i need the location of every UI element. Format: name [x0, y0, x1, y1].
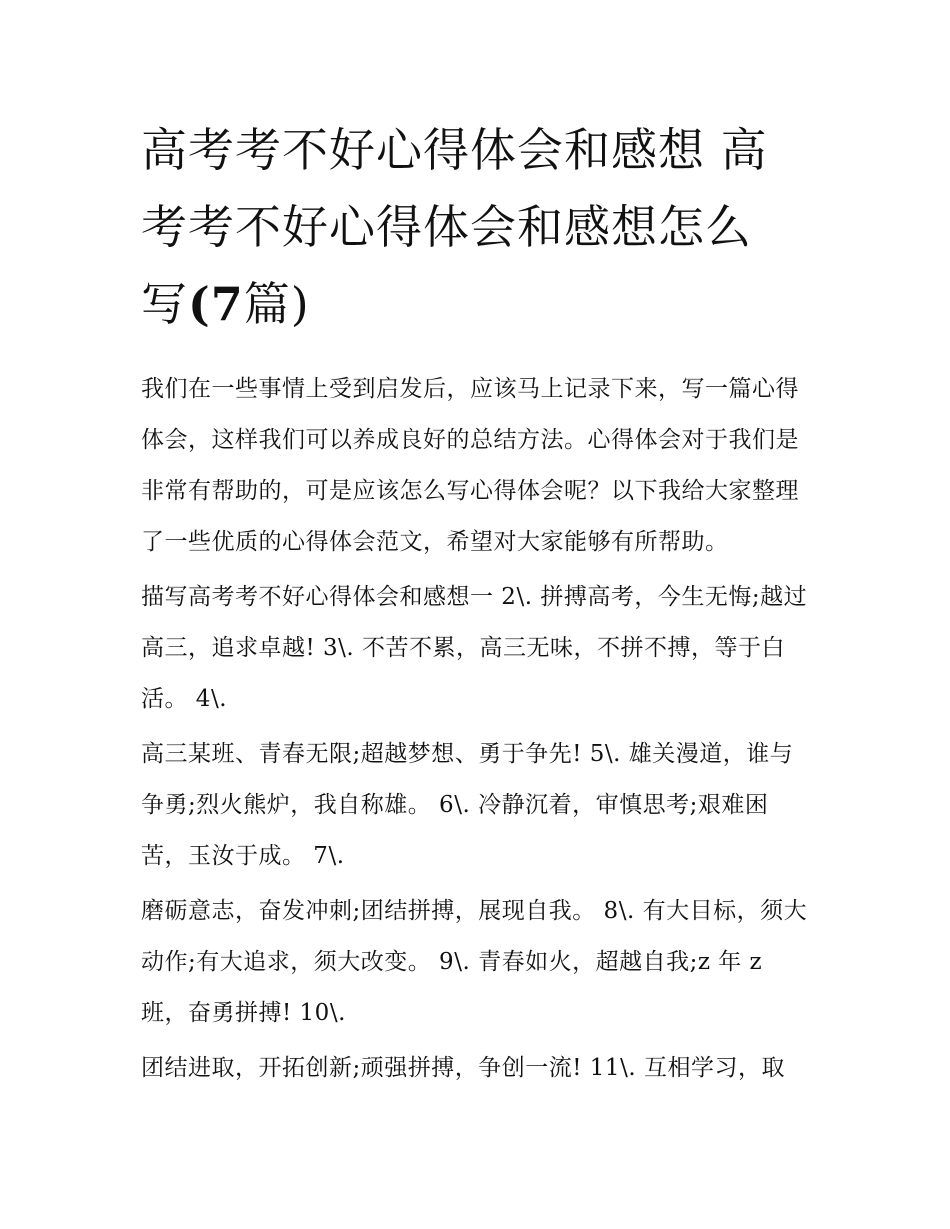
- body-paragraph: 磨砺意志，奋发冲刺;团结拼搏，展现自我。 8\. 有大目标，须大动作;有大追求，须大改变。 9\. 青春如火，超越自我;z 年 z 班，奋勇拼搏! 10\.: [141, 898, 808, 1026]
- body-paragraph: 高三某班、青春无限;超越梦想、勇于争先! 5\. 雄关漫道，谁与争勇;烈火熊炉，我自称雄。 6\. 冷静沉着，审慎思考;艰难困苦，玉汝于成。 7\.: [141, 741, 794, 869]
- body-paragraph: 描写高考考不好心得体会和感想一 2\. 拼搏高考，今生无悔;越过高三，追求卓越! 3\. 不苦不累，高三无味，不拼不搏，等于白活。 4\.: [141, 584, 808, 712]
- title-line-1: 高考考不好心得体会和感想 高: [141, 123, 768, 177]
- title-line-3-end: 篇): [243, 277, 310, 331]
- body-paragraph: 团结进取，开拓创新;顽强拼搏，争创一流! 11\. 互相学习，取: [141, 1055, 785, 1081]
- document-body: [141, 112, 813, 1094]
- title-line-3-text: 写: [141, 277, 188, 331]
- title-line-3-number: (7: [188, 277, 244, 331]
- intro-paragraph: 我们在一些事情上受到启发后，应该马上记录下来，写一篇心得体会，这样我们可以养成良好的总结方法。心得体会对于我们是非常有帮助的，可是应该怎么写心得体会呢？以下我给大家整理了一些优质的心得体会范文，希望对大家能够有所帮助。: [141, 376, 799, 555]
- document-title: [141, 112, 813, 343]
- title-line-2: 考考不好心得体会和感想怎么: [141, 200, 752, 254]
